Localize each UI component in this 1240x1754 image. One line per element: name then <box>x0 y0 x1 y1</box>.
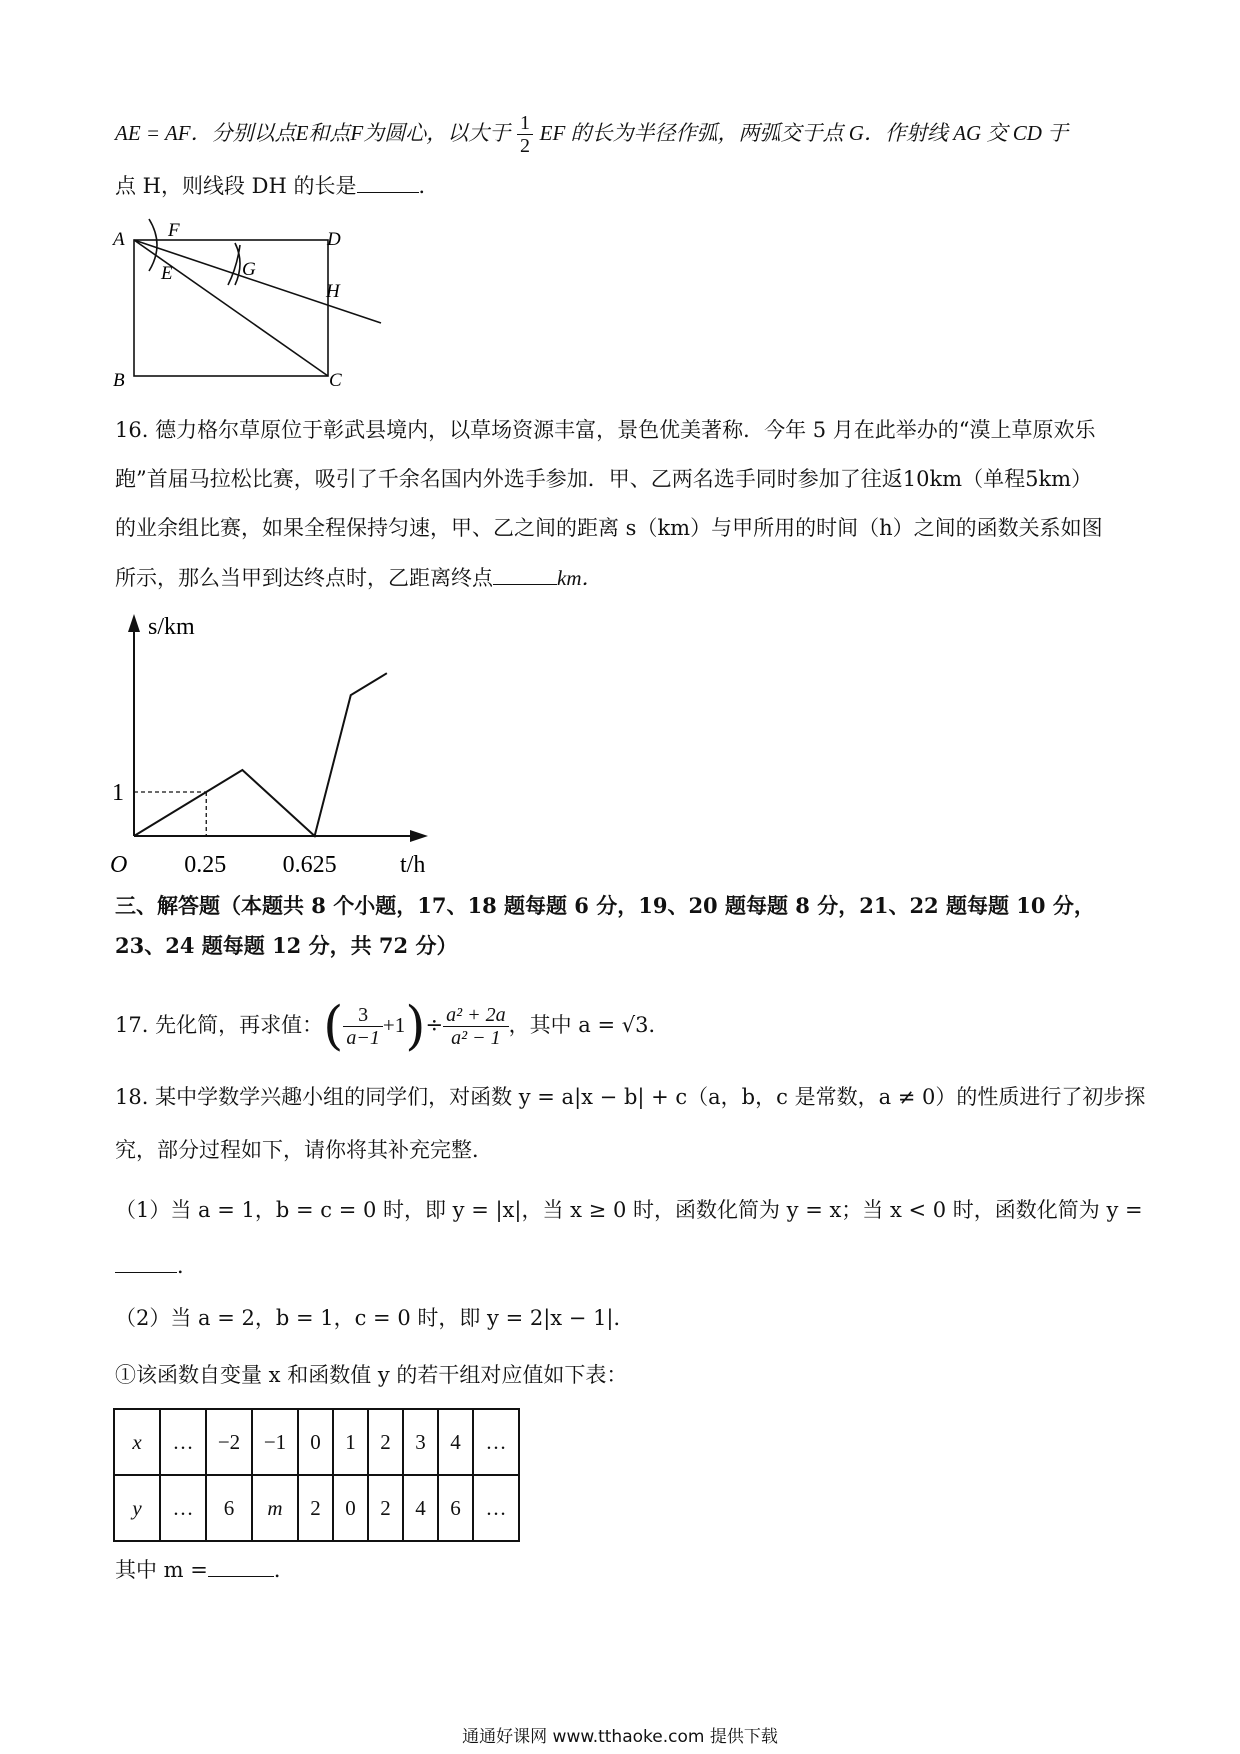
answer-blank <box>493 564 557 585</box>
table-cell: 6 <box>438 1475 473 1541</box>
q18-part1-end: ． <box>177 1254 198 1278</box>
q15-line2 <box>115 172 1135 200</box>
label-h: H <box>326 281 340 302</box>
y-axis-label: s/km <box>148 614 195 640</box>
q16-line4 <box>115 564 1135 592</box>
series-line <box>134 673 387 836</box>
table-cell: x <box>114 1409 160 1475</box>
q17-suffix: ，其中 a = √3． <box>508 1013 670 1037</box>
q16-line3: 的业余组比赛，如果全程保持匀速，甲、乙之间的距离 s（km）与甲所用的时间（h）之间的函数关系如图 <box>115 516 1103 540</box>
table-cell: y <box>114 1475 160 1541</box>
q18-answer <box>115 1556 1135 1584</box>
q17-prefix: 17. 先化简，再求值： <box>115 1013 324 1037</box>
section-heading-line2: 23、24 题每题 12 分，共 72 分） <box>115 933 458 958</box>
y-axis-arrow-icon <box>128 614 140 632</box>
table-cell: 0 <box>298 1409 333 1475</box>
fraction-denominator: a−1 <box>346 1027 380 1049</box>
fraction-numerator: 1 <box>517 112 533 135</box>
answer-blank <box>357 172 419 193</box>
table-cell: … <box>473 1409 519 1475</box>
q16-line4-text: 所示，那么当甲到达终点时，乙距离终点 <box>115 566 493 590</box>
q17 <box>115 990 1135 1060</box>
q17-plus-one: +1 <box>382 1013 406 1037</box>
label-c: C <box>329 370 342 391</box>
table-cell: 1 <box>333 1409 368 1475</box>
table-row <box>114 1409 519 1475</box>
label-a: A <box>113 229 125 250</box>
fraction-denominator: a² − 1 <box>451 1027 501 1049</box>
table-cell: 4 <box>438 1409 473 1475</box>
q18-answer-end: ． <box>273 1558 295 1582</box>
x-tick-label: 0.25 <box>184 852 227 878</box>
section-heading-line1: 三、解答题（本题共 8 个小题，17、18 题每题 6 分，19、20 题每题 8 分，21、22 题每题 10 分， <box>115 893 1095 918</box>
q16-line2: 跑”首届马拉松比赛，吸引了千余名国内外选手参加．甲、乙两名选手同时参加了往返10km（单程5km） <box>115 467 1093 491</box>
fraction-denominator: 2 <box>519 135 530 157</box>
q18-part1: （1）当 a = 1，b = c = 0 时，即 y = |x|，当 x ≥ 0 时，函数化简为 y = x；当 x < 0 时，函数化简为 y = <box>115 1198 1143 1222</box>
q15-line1 <box>115 112 1135 157</box>
q16-line1: 16. 德力格尔草原位于彰武县境内，以草场资源丰富，景色优美著称．今年 5 月在此举办的“漠上草原欢乐 <box>115 418 1096 442</box>
table-cell: 2 <box>368 1409 403 1475</box>
table-cell: … <box>160 1475 206 1541</box>
label-e: E <box>161 263 173 284</box>
q17-fraction-2 <box>443 1004 509 1049</box>
label-b: B <box>113 370 125 391</box>
page-footer: 通通好课网 www.tthaoke.com 提供下载 <box>462 1727 778 1747</box>
q18-line1: 18. 某中学数学兴趣小组的同学们，对函数 y = a|x − b| + c（a，b，c 是常数，a ≠ 0）的性质进行了初步探 <box>115 1085 1146 1109</box>
q17-divide: ÷ <box>425 1013 444 1037</box>
x-axis-label: t/h <box>400 852 426 878</box>
q15-half-fraction <box>517 112 533 157</box>
table-cell: −1 <box>252 1409 298 1475</box>
q18-item1: ①该函数自变量 x 和函数值 y 的若干组对应值如下表： <box>115 1363 628 1387</box>
label-d: D <box>327 229 341 250</box>
value-table <box>113 1408 520 1542</box>
origin-label: O <box>110 852 128 878</box>
q18-line2: 究，部分过程如下，请你将其补充完整． <box>115 1138 493 1162</box>
q15-line1-suffix: EF 的长为半径作弧，两弧交于点 G．作射线 AG 交 CD 于 <box>539 121 1069 145</box>
fraction-numerator: 3 <box>343 1004 383 1027</box>
y-tick-label: 1 <box>112 780 124 806</box>
q18-part2: （2）当 a = 2，b = 1，c = 0 时，即 y = 2|x − 1|． <box>115 1306 635 1330</box>
label-g: G <box>242 259 256 280</box>
table-cell: … <box>160 1409 206 1475</box>
table-row <box>114 1475 519 1541</box>
q18-answer-text: 其中 m = <box>115 1558 208 1582</box>
q16-line4-end: km． <box>557 566 603 590</box>
answer-blank <box>115 1252 177 1273</box>
table-cell: 2 <box>368 1475 403 1541</box>
answer-blank <box>208 1556 274 1577</box>
left-paren: ( <box>323 996 344 1057</box>
diagonal-ac <box>134 240 328 376</box>
table-cell: 0 <box>333 1475 368 1541</box>
q18-part1-answer <box>115 1252 1135 1280</box>
q15-line1-prefix: AE = AF．分别以点E和点F为圆心，以大于 <box>115 121 511 145</box>
q15-line2-text: 点 H，则线段 DH 的长是 <box>115 174 357 198</box>
table-cell: −2 <box>206 1409 252 1475</box>
x-tick-label: 0.625 <box>282 852 337 878</box>
x-axis-arrow-icon <box>410 830 428 842</box>
table-cell: 2 <box>298 1475 333 1541</box>
q17-fraction-1 <box>343 1004 383 1049</box>
table-cell: m <box>252 1475 298 1541</box>
table-cell: … <box>473 1475 519 1541</box>
table-cell: 6 <box>206 1475 252 1541</box>
table-cell: 3 <box>403 1409 438 1475</box>
table-cell: 4 <box>403 1475 438 1541</box>
distance-time-chart <box>110 610 490 880</box>
right-paren: ) <box>405 996 426 1057</box>
q15-line2-end: ． <box>418 174 440 198</box>
q15-rectangle-figure <box>105 215 405 395</box>
label-f: F <box>168 220 180 241</box>
fraction-numerator: a² + 2a <box>443 1004 509 1027</box>
